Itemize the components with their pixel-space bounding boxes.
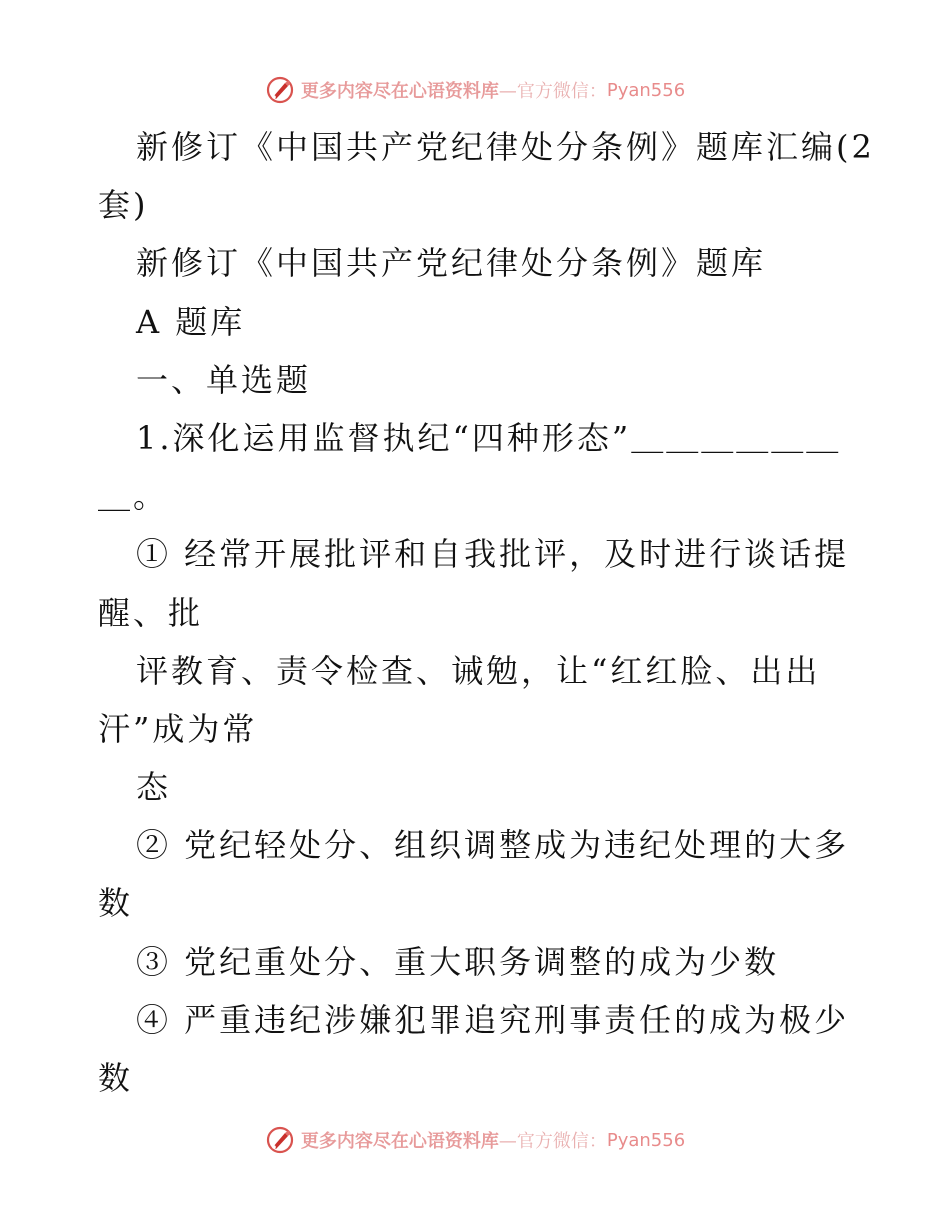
section-heading: A 题库 (136, 302, 246, 341)
watermark-main-text: 更多内容尽在心语资料库 (300, 81, 499, 102)
option-1-line-2: 醒、批 (98, 593, 204, 632)
option-3-line-1: ③ 党纪重处分、重大职务调整的成为少数 (136, 942, 780, 981)
footer-watermark (0, 1120, 950, 1160)
watermark-separator-text: —官方微信： (498, 1131, 607, 1152)
question-1-line-1: 1.深化运用监督执纪“四种形态”＿＿＿＿＿＿ (136, 418, 842, 457)
watermark-wechat-id: Pyan556 (606, 1129, 686, 1151)
option-1-line-5: 态 (136, 768, 172, 807)
option-1-line-3: 评教育、责令检查、诫勉，让“红红脸、出出 (136, 651, 821, 690)
watermark-separator-text: —官方微信： (498, 81, 607, 102)
watermark-main-text: 更多内容尽在心语资料库 (300, 1131, 499, 1152)
watermark-wechat-id: Pyan556 (606, 79, 686, 101)
option-4-line-1: ④ 严重违纪涉嫌犯罪追究刑事责任的成为极少 (136, 1000, 850, 1039)
option-1-line-1: ① 经常开展批评和自我批评，及时进行谈话提 (136, 535, 850, 574)
option-4-line-2: 数 (98, 1059, 134, 1097)
pen-quill-logo-icon (265, 1125, 295, 1155)
option-2-line-2: 数 (98, 884, 134, 923)
document-body (98, 118, 875, 1107)
subsection-heading: 一、单选题 (136, 360, 312, 399)
question-1-line-2: ＿。 (98, 477, 169, 516)
pen-quill-logo-icon (265, 75, 295, 105)
header-watermark (0, 70, 950, 110)
title-line-2: 套) (98, 186, 149, 225)
subtitle-line: 新修订《中国共产党纪律处分条例》题库 (136, 244, 767, 283)
option-1-line-4: 汗”成为常 (98, 709, 258, 748)
title-line-1: 新修订《中国共产党纪律处分条例》题库汇编(2 (136, 128, 875, 166)
option-2-line-1: ② 党纪轻处分、组织调整成为违纪处理的大多 (136, 826, 850, 865)
